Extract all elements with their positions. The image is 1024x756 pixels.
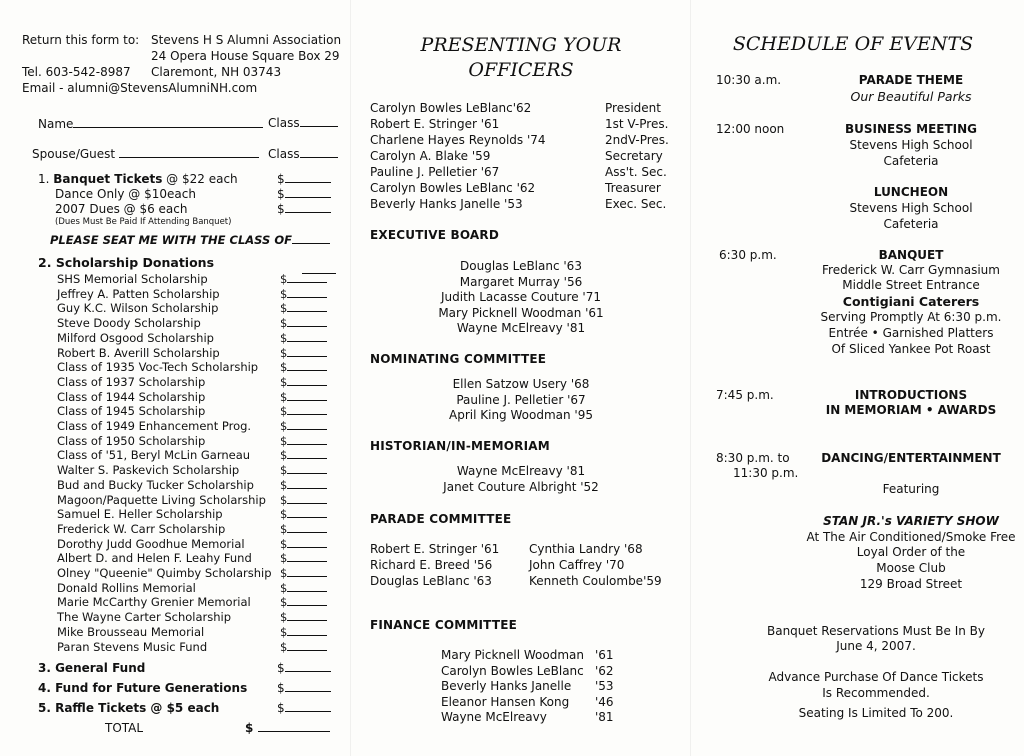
finance-member-name: Mary Picknell Woodman — [441, 648, 584, 662]
dollar-sign: $ — [280, 404, 288, 419]
officer-role: Ass't. Sec. — [605, 165, 667, 179]
finance-member-year: '53 — [595, 679, 614, 693]
scholarship-amount-field[interactable] — [287, 566, 327, 577]
parade-member: John Caffrey '70 — [529, 558, 625, 572]
event-6-line-5: 129 Broad Street — [859, 577, 963, 591]
executive-member: Wayne McElreavy '81 — [456, 321, 586, 335]
event-4-line-3: Serving Promptly At 6:30 p.m. — [820, 310, 1002, 324]
scholarship-amount — [280, 419, 327, 433]
return-address-2: Claremont, NH 03743 — [151, 65, 282, 79]
parade-member: Robert E. Stringer '61 — [370, 542, 500, 556]
event-3-title: LUNCHEON — [873, 185, 949, 199]
event-4-caterer: Contigiani Caterers — [842, 294, 980, 309]
event-1-title: PARADE THEME — [858, 73, 964, 87]
banquet-amount-field[interactable] — [285, 172, 331, 183]
dollar-sign: $ — [280, 345, 288, 360]
event-4-line-2: Middle Street Entrance — [842, 278, 980, 292]
parade-member: Richard E. Breed '56 — [370, 558, 493, 572]
scholarship-amount — [280, 537, 327, 551]
dance-only-row: Dance Only @ $10each — [55, 187, 196, 201]
scholarship-item: Robert B. Averill Scholarship — [57, 345, 220, 360]
note-deadline: June 4, 2007. — [836, 639, 916, 653]
class-row — [268, 116, 338, 130]
nominating-member: Pauline J. Pelletier '67 — [456, 392, 586, 407]
class-field[interactable] — [300, 116, 338, 127]
raffle-tickets: 5. Raffle Tickets @ $5 each — [38, 701, 220, 715]
dollar-sign: $ — [277, 172, 285, 186]
scholarship-item: Class of '51, Beryl McLin Garneau — [57, 448, 251, 463]
officer-name: Carolyn A. Blake '59 — [370, 149, 491, 163]
officer-role: Secretary — [605, 149, 663, 163]
seat-row — [50, 233, 330, 247]
dollar-sign: $ — [280, 389, 288, 404]
scholarship-amount-field[interactable] — [287, 375, 327, 386]
dollar-sign: $ — [280, 492, 288, 507]
scholarship-item: Class of 1950 Scholarship — [57, 433, 206, 448]
return-org: Stevens H S Alumni Association — [151, 33, 342, 47]
dollar-sign: $ — [277, 681, 285, 695]
scholarship-amount-field[interactable] — [287, 360, 327, 371]
future-fund-amount — [277, 681, 331, 695]
nominating-member: April King Woodman '95 — [449, 408, 593, 422]
dollar-sign: $ — [280, 419, 288, 433]
future-generations-fund: 4. Fund for Future Generations — [38, 681, 248, 695]
scholarship-amount-field[interactable] — [287, 301, 327, 312]
scholarship-item: Magoon/Paquette Living Scholarship — [57, 492, 266, 507]
finance-member-name: Eleanor Hansen Kong — [441, 694, 570, 709]
scholarship-amount — [280, 316, 327, 330]
dollar-sign: $ — [277, 187, 285, 201]
scholarship-amount — [280, 640, 327, 654]
scholarship-item: Paran Stevens Music Fund — [57, 639, 208, 654]
scholarship-amount — [280, 522, 327, 536]
scholarship-item: Olney "Queenie" Quimby Scholarship — [57, 566, 272, 580]
historian-member: Janet Couture Albright '52 — [443, 480, 599, 494]
event-6-time-1: 8:30 p.m. to — [716, 451, 790, 465]
event-4-line-1: Frederick W. Carr Gymnasium — [822, 263, 1000, 277]
scholarship-item: Dorothy Judd Goodhue Memorial — [57, 536, 245, 551]
scholarship-amount — [280, 463, 327, 477]
dollar-sign: $ — [280, 521, 288, 536]
scholarship-amount — [280, 507, 327, 521]
dollar-sign: $ — [280, 272, 288, 286]
scholarship-amount — [280, 581, 327, 595]
dance-amount-field[interactable] — [285, 187, 331, 198]
dollar-sign: $ — [280, 507, 288, 522]
banquet-tickets-row — [38, 172, 238, 186]
event-5-title-2: IN MEMORIAM • AWARDS — [825, 403, 997, 417]
scholarship-item: Milford Osgood Scholarship — [57, 330, 214, 345]
dollar-sign: $ — [280, 624, 288, 639]
schedule-panel — [690, 0, 1024, 756]
scholarship-amount — [280, 610, 327, 624]
officer-name: Beverly Hanks Janelle '53 — [370, 197, 523, 211]
event-4-title: BANQUET — [878, 248, 944, 262]
event-3-line-1: Stevens High School — [849, 201, 973, 215]
spouse-field[interactable] — [119, 147, 259, 158]
total-amount — [245, 721, 330, 735]
general-fund-amount — [277, 661, 331, 675]
total-field[interactable] — [258, 721, 330, 732]
scholarship-amount-field[interactable] — [287, 610, 327, 621]
dollar-sign: $ — [280, 566, 288, 580]
dollar-sign: $ — [280, 301, 288, 316]
historian-member: Wayne McElreavy '81 — [456, 464, 586, 478]
officer-role: Exec. Sec. — [605, 197, 667, 211]
return-label: Return this form to: — [22, 33, 140, 47]
raffle-amount — [277, 701, 331, 715]
dues-amount — [277, 202, 331, 216]
nominating-member: Ellen Satzow Usery '68 — [452, 377, 590, 391]
scholarship-amount-field[interactable] — [287, 625, 327, 636]
officer-name: Carolyn Bowles LeBlanc '62 — [370, 181, 536, 195]
scholarship-item: Albert D. and Helen F. Leahy Fund — [57, 551, 252, 566]
return-address-1: 24 Opera House Square Box 29 — [151, 49, 340, 63]
note-advance-purchase: Advance Purchase Of Dance Tickets — [768, 670, 984, 684]
dollar-sign: $ — [280, 330, 288, 345]
finance-member-name: Wayne McElreavy — [441, 710, 547, 724]
officers-panel — [350, 0, 691, 756]
dollar-sign: $ — [277, 661, 285, 675]
finance-member-year: '62 — [595, 663, 614, 678]
officer-role: President — [605, 101, 661, 115]
event-6-line-2: At The Air Conditioned/Smoke Free — [806, 530, 1016, 544]
scholarship-item: Class of 1944 Scholarship — [57, 389, 206, 404]
finance-title: FINANCE COMMITTEE — [370, 618, 518, 632]
spouse-label: Spouse/Guest — [32, 147, 116, 161]
scholarship-amount-field[interactable] — [287, 346, 327, 357]
scholarship-amount — [280, 375, 327, 389]
executive-member: Margaret Murray '56 — [459, 274, 583, 289]
spouse-class-field[interactable] — [300, 147, 338, 158]
scholarship-amount — [280, 448, 327, 462]
dollar-sign: $ — [280, 477, 288, 492]
event-6-time-2: 11:30 p.m. — [733, 466, 799, 480]
dollar-sign: $ — [280, 448, 288, 463]
banquet-tickets-title: Banquet Tickets — [53, 172, 163, 186]
banquet-amount — [277, 172, 331, 186]
return-phone: Tel. 603-542-8987 — [22, 65, 131, 79]
scholarship-item: Class of 1945 Scholarship — [57, 404, 206, 419]
scholarship-amount-field[interactable] — [287, 640, 327, 651]
dues-note: (Dues Must Be Paid If Attending Banquet) — [55, 217, 232, 227]
dollar-sign: $ — [280, 360, 288, 375]
note-seating: Seating Is Limited To 200. — [798, 706, 954, 720]
registration-form-panel — [0, 0, 350, 756]
scholarship-amount — [280, 566, 327, 580]
scholarship-item: Donald Rollins Memorial — [57, 580, 196, 595]
scholarship-item: Class of 1937 Scholarship — [57, 374, 206, 389]
event-1-time: 10:30 a.m. — [716, 73, 782, 87]
name-field[interactable] — [73, 117, 263, 128]
scholarship-item: Samuel E. Heller Scholarship — [57, 507, 223, 522]
scholarship-amount — [280, 404, 327, 418]
seat-class-field[interactable] — [292, 233, 330, 244]
scholarship-amount-field[interactable] — [287, 537, 327, 548]
executive-member: Douglas LeBlanc '63 — [460, 259, 582, 273]
general-fund: 3. General Fund — [38, 661, 146, 675]
class-label: Class — [268, 116, 300, 130]
dollar-sign: $ — [280, 610, 288, 625]
dollar-sign: $ — [280, 286, 288, 301]
event-6-line-1: Featuring — [882, 482, 940, 496]
scholarship-amount-field[interactable] — [287, 507, 327, 518]
scholarship-amount-field[interactable] — [287, 316, 327, 327]
name-row — [38, 117, 263, 131]
banquet-price: @ $22 each — [166, 172, 238, 186]
finance-member-name: Carolyn Bowles LeBlanc — [441, 663, 584, 678]
scholarship-amount-field[interactable] — [287, 331, 327, 342]
scholarship-item: Marie McCarthy Grenier Memorial — [57, 595, 251, 610]
scholarship-item: SHS Memorial Scholarship — [57, 272, 208, 286]
item-1-number: 1. — [38, 172, 50, 186]
dollar-sign: $ — [280, 580, 288, 595]
scholarship-amount-field[interactable] — [287, 463, 327, 474]
scholarship-item: Walter S. Paskevich Scholarship — [57, 463, 240, 478]
spouse-class-label: Class — [268, 147, 300, 161]
finance-member-name: Beverly Hanks Janelle — [441, 679, 572, 693]
parade-member: Cynthia Landry '68 — [529, 542, 643, 556]
officer-role: 2ndV-Pres. — [605, 133, 669, 147]
scholarship-amount-field[interactable] — [287, 272, 327, 283]
raffle-field[interactable] — [285, 701, 331, 712]
event-2-line-2: Cafeteria — [883, 154, 939, 168]
event-2-time: 12:00 noon — [716, 122, 785, 136]
scholarship-item: The Wayne Carter Scholarship — [57, 610, 232, 625]
scholarship-amount-field[interactable] — [287, 434, 327, 445]
schedule-heading: SCHEDULE OF EVENTS — [732, 33, 974, 55]
officer-role: 1st V-Pres. — [605, 117, 669, 131]
finance-member-year: '61 — [595, 648, 614, 662]
executive-board-title: EXECUTIVE BOARD — [370, 228, 500, 242]
event-3-line-2: Cafeteria — [883, 217, 939, 231]
dollar-sign: $ — [280, 595, 288, 610]
event-6-title: DANCING/ENTERTAINMENT — [821, 451, 1001, 465]
dollar-sign: $ — [277, 701, 285, 715]
event-5-time: 7:45 p.m. — [716, 388, 774, 402]
scholarship-amount — [280, 360, 327, 374]
dollar-sign: $ — [280, 551, 288, 566]
officer-name: Robert E. Stringer '61 — [370, 117, 500, 131]
scholarship-amount — [280, 346, 327, 360]
scholarship-item: Jeffrey A. Patten Scholarship — [57, 286, 220, 301]
executive-member: Judith Lacasse Couture '71 — [441, 290, 601, 304]
name-label: Name — [38, 117, 74, 131]
event-6-line-3: Loyal Order of the — [856, 545, 966, 559]
dollar-sign: $ — [280, 316, 288, 331]
item-2-number: 2. — [38, 255, 52, 270]
scholarship-heading — [38, 255, 214, 270]
event-1-subtitle: Our Beautiful Parks — [850, 89, 972, 104]
scholarship-amount-field[interactable] — [287, 287, 327, 298]
scholarship-amount — [280, 551, 327, 565]
officers-heading-2: OFFICERS — [468, 59, 574, 81]
scholarship-amount-field[interactable] — [287, 522, 327, 533]
dollar-sign: $ — [280, 639, 288, 654]
scholarship-amount — [280, 272, 327, 286]
event-6-show: STAN JR.'s VARIETY SHOW — [823, 514, 999, 528]
scholarship-amount-field[interactable] — [287, 595, 327, 606]
scholarship-amount-field[interactable] — [287, 390, 327, 401]
scholarship-amount — [280, 287, 327, 301]
scholarship-title: Scholarship Donations — [55, 255, 215, 270]
dues-amount-field[interactable] — [285, 202, 331, 213]
historian-title: HISTORIAN/IN-MEMORIAM — [370, 439, 550, 453]
parade-member: Kenneth Coulombe'59 — [529, 574, 662, 588]
scholarship-item: Bud and Bucky Tucker Scholarship — [57, 477, 254, 492]
note-recommended: Is Recommended. — [822, 686, 930, 700]
scholarship-amount-field[interactable] — [287, 551, 327, 562]
officer-role: Treasurer — [605, 181, 661, 195]
scholarship-amount-field[interactable] — [287, 581, 327, 592]
scholarship-amount-field[interactable] — [287, 419, 327, 430]
note-reservations: Banquet Reservations Must Be In By — [766, 624, 986, 638]
scholarship-amount — [280, 390, 327, 404]
event-2-line-1: Stevens High School — [849, 138, 973, 152]
dollar-sign: $ — [245, 721, 254, 735]
officer-name: Carolyn Bowles LeBlanc'62 — [370, 101, 532, 115]
dollar-sign: $ — [280, 433, 288, 448]
scholarship-item: Steve Doody Scholarship — [57, 316, 201, 331]
event-2-title: BUSINESS MEETING — [844, 122, 978, 136]
nominating-title: NOMINATING COMMITTEE — [370, 352, 547, 366]
scholarship-item: Guy K.C. Wilson Scholarship — [57, 301, 219, 316]
officer-name: Charlene Hayes Reynolds '74 — [370, 133, 546, 147]
dollar-sign: $ — [277, 202, 285, 216]
event-5-title-1: INTRODUCTIONS — [854, 388, 968, 402]
dollar-sign: $ — [280, 463, 288, 478]
finance-member-year: '46 — [595, 694, 614, 709]
scholarship-amount — [280, 595, 327, 609]
scholarship-amount-field[interactable] — [287, 478, 327, 489]
dollar-sign: $ — [280, 374, 288, 389]
finance-member-year: '81 — [595, 710, 614, 724]
seat-note: PLEASE SEAT ME WITH THE CLASS OF — [50, 233, 292, 247]
parade-title: PARADE COMMITTEE — [370, 512, 512, 526]
executive-member: Mary Picknell Woodman '61 — [438, 305, 604, 320]
scholarship-amount — [280, 301, 327, 315]
future-fund-field[interactable] — [285, 681, 331, 692]
scholarship-amount — [280, 493, 327, 507]
scholarship-amount — [280, 478, 327, 492]
parade-member: Douglas LeBlanc '63 — [370, 574, 492, 588]
scholarship-item: Mike Brousseau Memorial — [57, 624, 205, 639]
dues-row: 2007 Dues @ $6 each — [55, 202, 188, 216]
spouse-row — [32, 147, 259, 161]
scholarship-amount — [280, 331, 327, 345]
dance-amount — [277, 187, 331, 201]
event-6-line-4: Moose Club — [876, 561, 946, 575]
scholarship-amount-field[interactable] — [287, 404, 327, 415]
scholarship-item: Frederick W. Carr Scholarship — [57, 521, 226, 536]
officers-heading-1: PRESENTING YOUR — [420, 34, 622, 56]
scholarship-amount-field[interactable] — [287, 493, 327, 504]
officer-name: Pauline J. Pelletier '67 — [370, 165, 500, 179]
scholarship-item: Class of 1949 Enhancement Prog. — [57, 419, 252, 433]
general-fund-field[interactable] — [285, 661, 331, 672]
scholarship-amount — [280, 625, 327, 639]
event-4-line-4: Entrée • Garnished Platters — [828, 326, 994, 340]
total-label: TOTAL — [105, 721, 144, 735]
scholarship-amount — [280, 434, 327, 448]
scholarship-amount-field[interactable] — [287, 448, 327, 459]
return-email: Email - alumni@StevensAlumniNH.com — [22, 81, 258, 95]
spouse-class-row — [268, 147, 338, 161]
dollar-sign: $ — [280, 536, 288, 551]
event-4-line-5: Of Sliced Yankee Pot Roast — [831, 342, 991, 356]
event-4-time: 6:30 p.m. — [719, 248, 777, 262]
scholarship-item: Class of 1935 Voc-Tech Scholarship — [57, 360, 259, 375]
